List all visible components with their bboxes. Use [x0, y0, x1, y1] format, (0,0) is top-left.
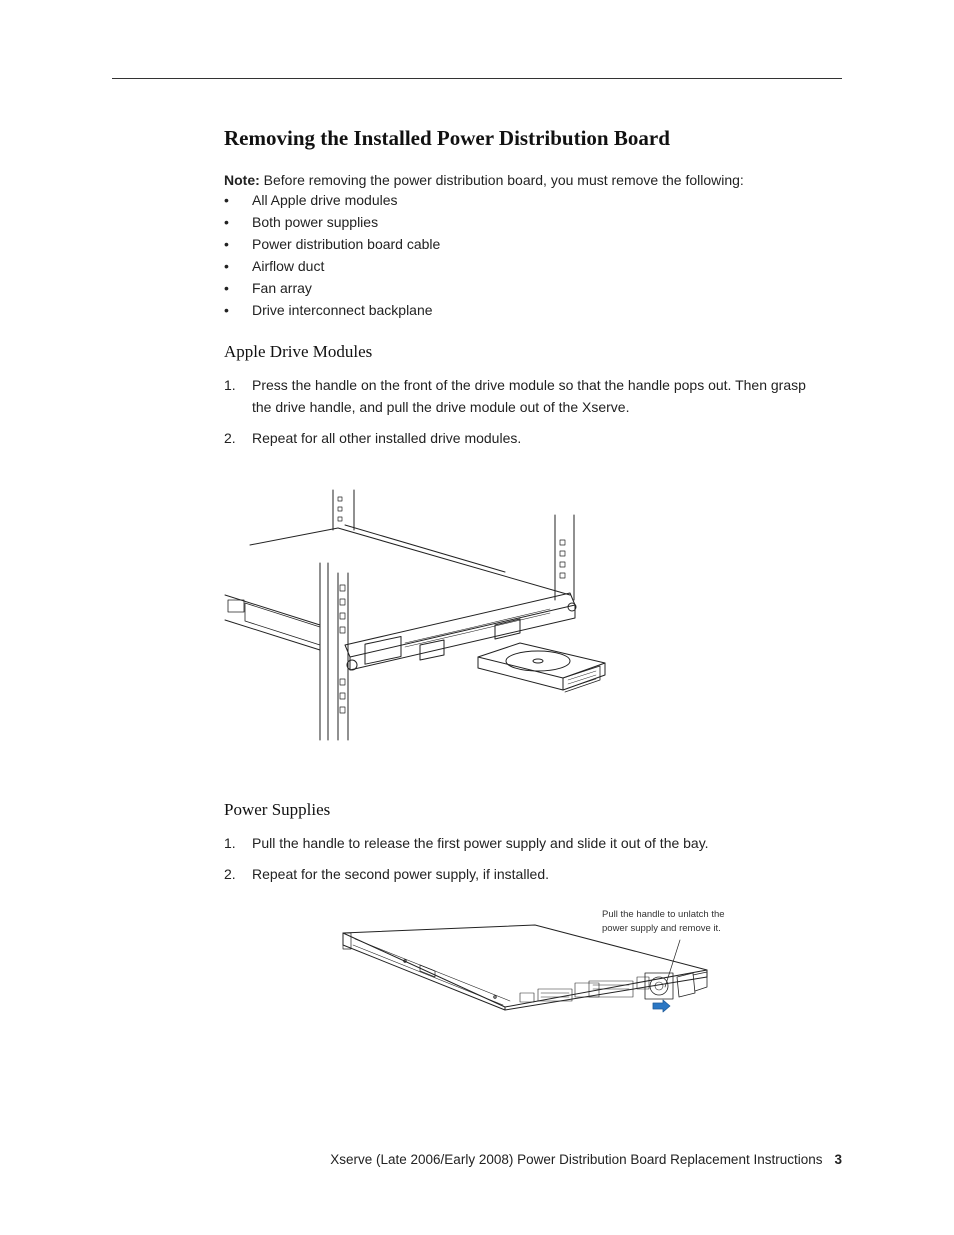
- note-label: Note:: [224, 172, 260, 188]
- step-text: Repeat for the second power supply, if installed.: [252, 866, 550, 882]
- pull-direction-arrow-icon: [653, 1000, 670, 1012]
- note-text: Before removing the power distribution board, you must remove the following:: [259, 172, 744, 188]
- callout-line-2: power supply and remove it.: [602, 923, 721, 934]
- list-item: [224, 299, 440, 321]
- list-item: [224, 211, 440, 233]
- page-number: 3: [834, 1152, 842, 1167]
- list-item: [224, 233, 440, 255]
- section-heading-power-supplies: Power Supplies: [224, 800, 331, 819]
- section-heading-drive-modules: Apple Drive Modules: [224, 342, 373, 361]
- step-text: Repeat for all other installed drive modules.: [252, 430, 522, 446]
- list-item: [224, 277, 440, 299]
- drive-module-illustration: [220, 485, 610, 745]
- step-number: 2.: [224, 866, 236, 882]
- power-steps: [224, 832, 828, 885]
- page-footer: [330, 1152, 842, 1167]
- bullet-marker: •: [224, 258, 229, 274]
- step-item: [224, 863, 828, 885]
- bullet-marker: •: [224, 214, 229, 230]
- bullet-marker: •: [224, 192, 229, 208]
- list-item-text: Both power supplies: [252, 214, 379, 230]
- list-item-text: Fan array: [252, 280, 312, 296]
- step-number: 1.: [224, 835, 236, 851]
- step-text: Press the handle on the front of the drive module so that the handle pops out. Then grasp the drive handle, and pull the drive module out of the Xserve.: [252, 377, 806, 415]
- page-title: Removing the Installed Power Distribution Board: [224, 126, 670, 150]
- step-number: 1.: [224, 377, 236, 393]
- list-item-text: Drive interconnect backplane: [252, 302, 433, 318]
- footer-text: Xserve (Late 2006/Early 2008) Power Distribution Board Replacement Instructions: [330, 1152, 823, 1167]
- step-number: 2.: [224, 430, 236, 446]
- list-item-text: Power distribution board cable: [252, 236, 441, 252]
- step-item: [224, 427, 828, 449]
- bullet-marker: •: [224, 302, 229, 318]
- header-rule: [112, 78, 842, 79]
- list-item: [224, 255, 440, 277]
- step-item: [224, 374, 828, 418]
- prereq-list: [224, 189, 440, 321]
- list-item-text: All Apple drive modules: [252, 192, 398, 208]
- step-text: Pull the handle to release the first power supply and slide it out of the bay.: [252, 835, 709, 851]
- step-item: [224, 832, 828, 854]
- note-paragraph: [224, 169, 744, 191]
- list-item: [224, 189, 440, 211]
- callout-line-1: Pull the handle to unlatch the: [602, 909, 725, 920]
- power-supply-illustration: [335, 915, 720, 1015]
- bullet-marker: •: [224, 236, 229, 252]
- bullet-marker: •: [224, 280, 229, 296]
- drive-steps: [224, 374, 828, 449]
- list-item-text: Airflow duct: [252, 258, 325, 274]
